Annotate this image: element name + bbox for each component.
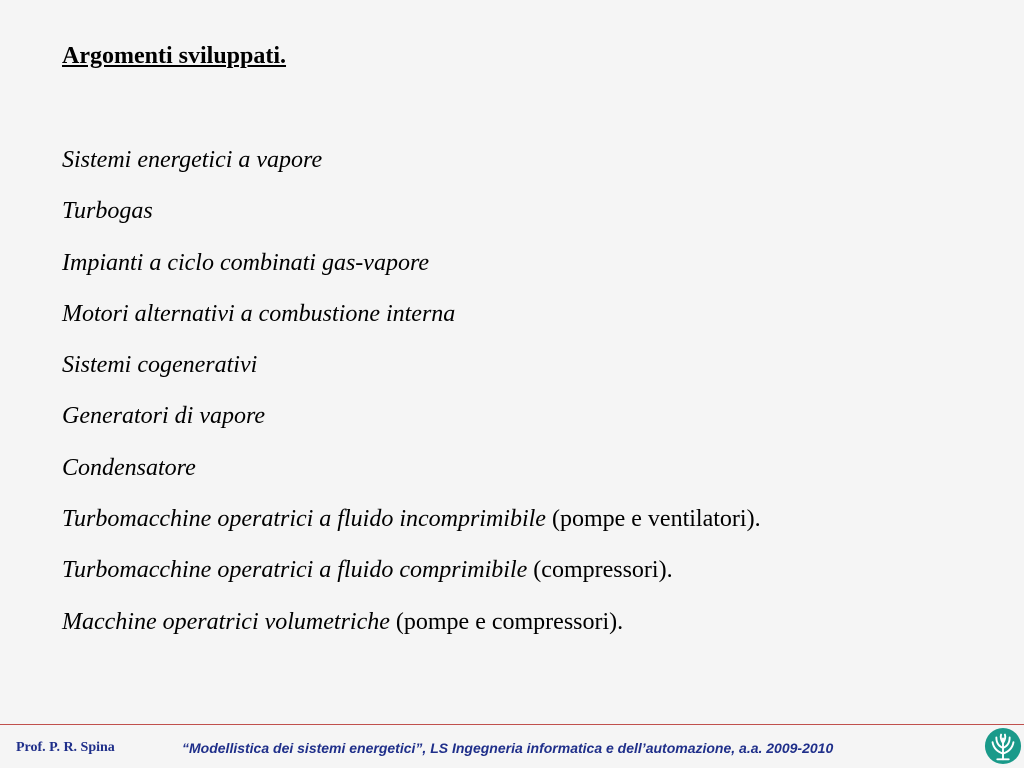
topic-item [62,299,761,350]
topic-name: Condensatore [62,454,196,481]
topic-name: Sistemi cogenerativi [62,352,258,379]
footer-divider [0,724,1024,725]
topic-item [62,504,761,555]
topic-note: (compressori). [527,557,673,584]
university-tree-logo-icon [984,727,1022,765]
topic-item [62,145,761,196]
topic-name: Generatori di vapore [62,403,266,430]
topic-note: (pompe e compressori). [389,608,624,635]
topic-item [62,555,761,606]
topic-list [62,145,761,658]
topic-item [62,196,761,247]
topic-name: Macchine operatrici volumetriche [62,608,390,635]
slide-title: Argomenti sviluppati. [62,43,287,69]
topic-name: Turbomacchine operatrici a fluido incomprimibile [62,506,546,533]
topic-item [62,401,761,452]
topic-name: Impianti a ciclo combinati gas-vapore [62,249,430,276]
topic-item [62,248,761,299]
footer-course: “Modellistica dei sistemi energetici”, LS Ingegneria informatica e dell’automazione, a.a. 2009-2010 [182,740,834,756]
topic-name: Motori alternativi a combustione interna [62,300,456,327]
topic-item [62,607,761,658]
topic-note: (pompe e ventilatori). [545,506,761,533]
topic-item [62,350,761,401]
topic-name: Sistemi energetici a vapore [62,147,323,173]
topic-item [62,453,761,504]
topic-name: Turbogas [62,198,153,225]
topic-name: Turbomacchine operatrici a fluido comprimibile [62,557,528,584]
footer-author: Prof. P. R. Spina [16,740,115,755]
